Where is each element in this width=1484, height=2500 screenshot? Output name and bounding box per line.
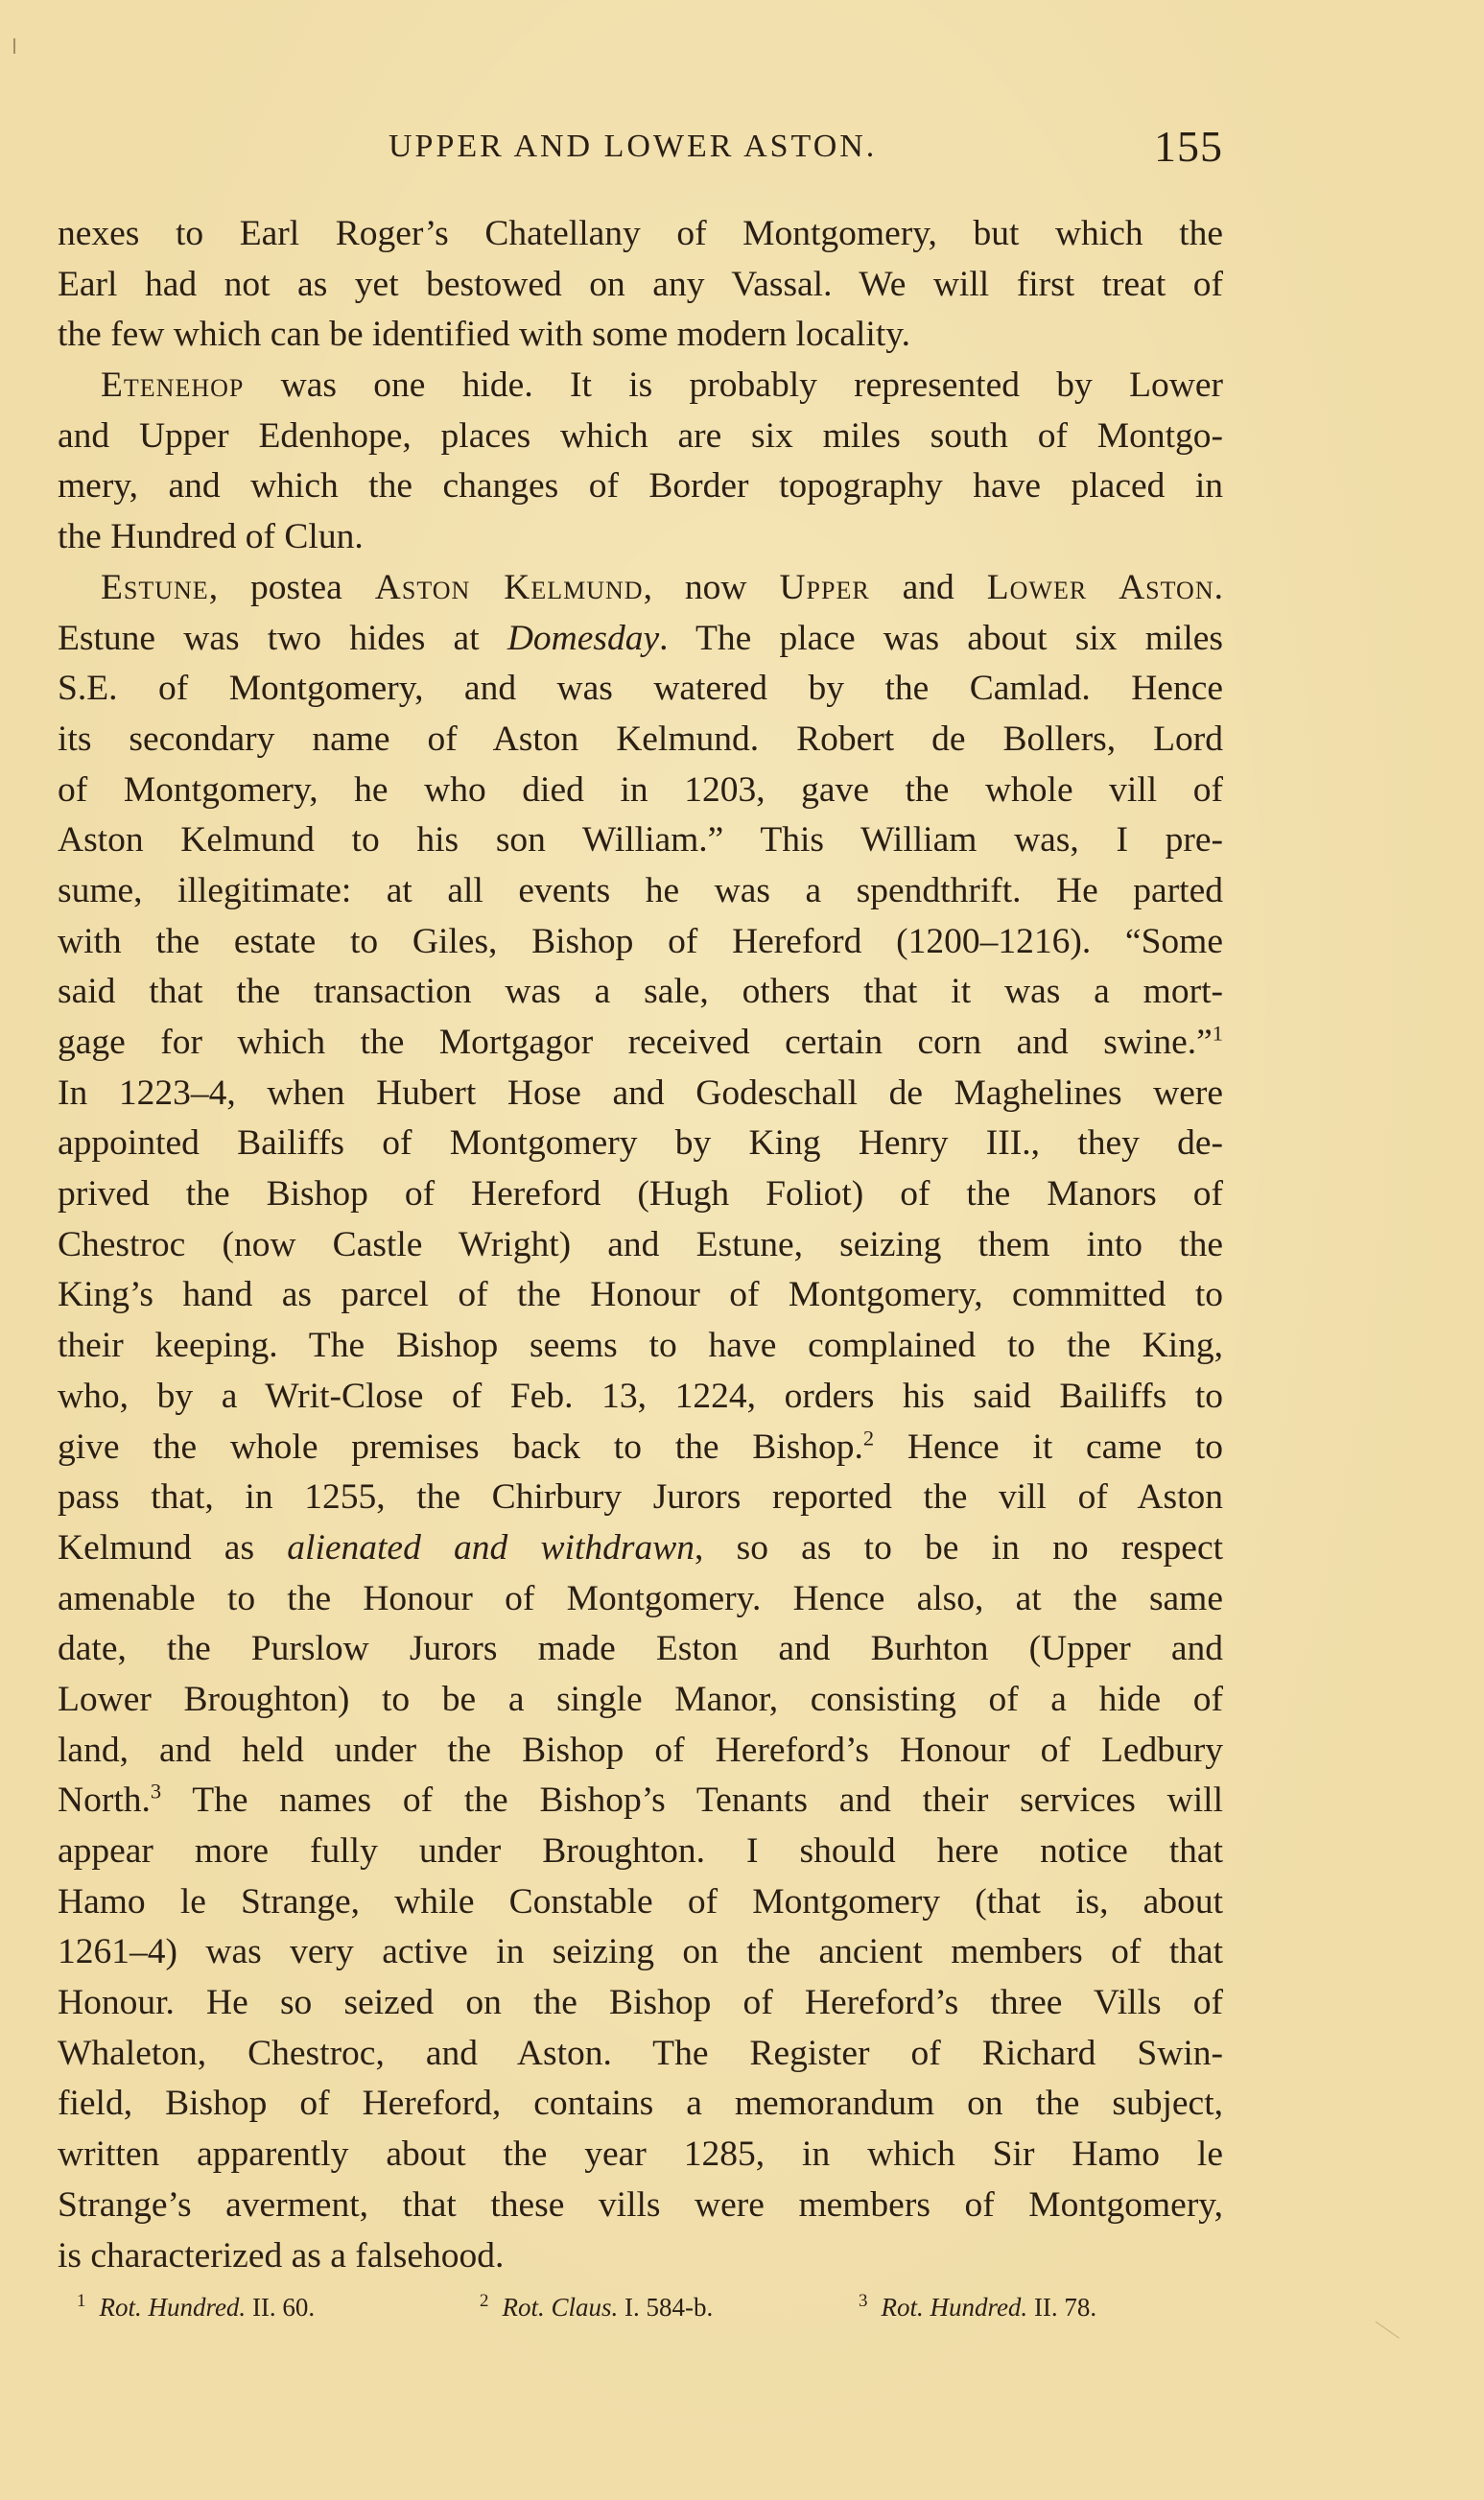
- text-line: North.$^3$ The names of the Bishop’s Tenants and their services will: [58, 1779, 1223, 1821]
- text-line: Kelmund as alienated and withdrawn, so as to be in no respect: [58, 1527, 1224, 1568]
- footnote-3: $^3$ Rot. Hundred. II. 78.: [859, 2291, 1097, 2322]
- text-line: date, the Purslow Jurors made Eston and Burhton (Upper and: [58, 1629, 1223, 1669]
- text-line: appointed Bailiffs of Montgomery by King Henry III., they de-: [58, 1123, 1223, 1164]
- text-line: give the whole premises back to the Bishop.$^2$ Hence it came to: [58, 1426, 1223, 1467]
- text-line: written apparently about the year 1285, in which Sir Hamo le: [58, 2134, 1223, 2175]
- text-line: of Montgomery, he who died in 1203, gave the whole vill of: [58, 769, 1223, 810]
- text-line: Honour. He so seized on the Bishop of Hereford’s three Vills of: [58, 1983, 1223, 2023]
- text-line: S.E. of Montgomery, and was watered by the Camlad. Hence: [58, 669, 1223, 709]
- text-line: Estune, postea Aston Kelmund, now Upper and Lower Aston.: [101, 567, 1223, 607]
- text-line: its secondary name of Aston Kelmund. Robert de Bollers, Lord: [58, 719, 1223, 759]
- paper-mark: [1376, 2305, 1411, 2338]
- margin-mark: [13, 38, 23, 54]
- footnote-2: $^2$ Rot. Claus. I. 584-b.: [480, 2291, 714, 2322]
- page-header: [58, 121, 1223, 188]
- text-line: nexes to Earl Roger’s Chatellany of Montgomery, but which the: [58, 214, 1223, 253]
- body-text: [58, 209, 1223, 2281]
- text-line: is characterized as a falsehood.: [58, 2235, 505, 2276]
- text-line: who, by a Writ-Close of Feb. 13, 1224, orders his said Bailiffs to: [58, 1376, 1223, 1416]
- text-line: sume, illegitimate: at all events he was a spendthrift. He parted: [58, 870, 1223, 910]
- text-line: Strange’s averment, that these vills were members of Montgomery,: [58, 2184, 1223, 2225]
- text-line: amenable to the Honour of Montgomery. Hence also, at the same: [58, 1578, 1223, 1618]
- text-line: prived the Bishop of Hereford (Hugh Foliot) of the Manors of: [58, 1174, 1223, 1215]
- place-name-etenehop: Etenehop: [101, 366, 245, 406]
- text-line: pass that, in 1255, the Chirbury Jurors reported the vill of Aston: [58, 1477, 1223, 1518]
- text-line: land, and held under the Bishop of Hereford’s Honour of Ledbury: [58, 1730, 1223, 1770]
- place-name-estune: Estune: [101, 567, 209, 607]
- text-line: mery, and which the changes of Border topography have placed in: [58, 466, 1223, 507]
- footnote-ref-2: 2: [862, 1426, 875, 1450]
- text-line: the few which can be identified with some modern locality.: [58, 315, 910, 355]
- text-line: Estune was two hides at Domesday. The place was about six miles: [58, 618, 1223, 658]
- footnote-ref-1: 1: [1212, 1021, 1223, 1046]
- running-head: UPPER AND LOWER ASTON.: [389, 129, 878, 164]
- footnote-ref-3: 3: [150, 1779, 162, 1804]
- text-line: In 1223–4, when Hubert Hose and Godeschall de Maghelines were: [58, 1073, 1223, 1113]
- text-line: Earl had not as yet bestowed on any Vassal. We will first treat of: [58, 264, 1223, 304]
- text-line: King’s hand as parcel of the Honour of Montgomery, committed to: [58, 1275, 1223, 1315]
- text-line: gage for which the Mortgagor received certain corn and swine.”$^1$: [58, 1021, 1223, 1062]
- text-line: Hamo le Strange, while Constable of Montgomery (that is, about: [58, 1881, 1223, 1922]
- page-number: 155: [1154, 122, 1223, 171]
- text-line: appear more fully under Broughton. I should here notice that: [58, 1831, 1223, 1871]
- text-line: Chestroc (now Castle Wright) and Estune, seizing them into the: [58, 1224, 1223, 1264]
- text-line: with the estate to Giles, Bishop of Hereford (1200–1216). “Some: [58, 921, 1223, 961]
- text-line: Whaleton, Chestroc, and Aston. The Register of Richard Swin-: [58, 2033, 1223, 2073]
- text-line: the Hundred of Clun.: [58, 517, 364, 557]
- text-line: 1261–4) was very active in seizing on the ancient members of that: [58, 1932, 1223, 1972]
- text-line: Etenehop was one hide. It is probably represented by Lower: [101, 366, 1223, 406]
- text-line: their keeping. The Bishop seems to have complained to the King,: [58, 1326, 1223, 1366]
- text-line: Aston Kelmund to his son William.” This William was, I pre-: [58, 820, 1223, 861]
- text-line: said that the transaction was a sale, others that it was a mort-: [58, 972, 1223, 1012]
- text-line: Lower Broughton) to be a single Manor, consisting of a hide of: [58, 1679, 1223, 1719]
- footnote-1: $^1$ Rot. Hundred. II. 60.: [77, 2291, 316, 2322]
- text-line: and Upper Edenhope, places which are six miles south of Montgo-: [58, 415, 1223, 456]
- text-line: field, Bishop of Hereford, contains a memorandum on the subject,: [58, 2084, 1223, 2124]
